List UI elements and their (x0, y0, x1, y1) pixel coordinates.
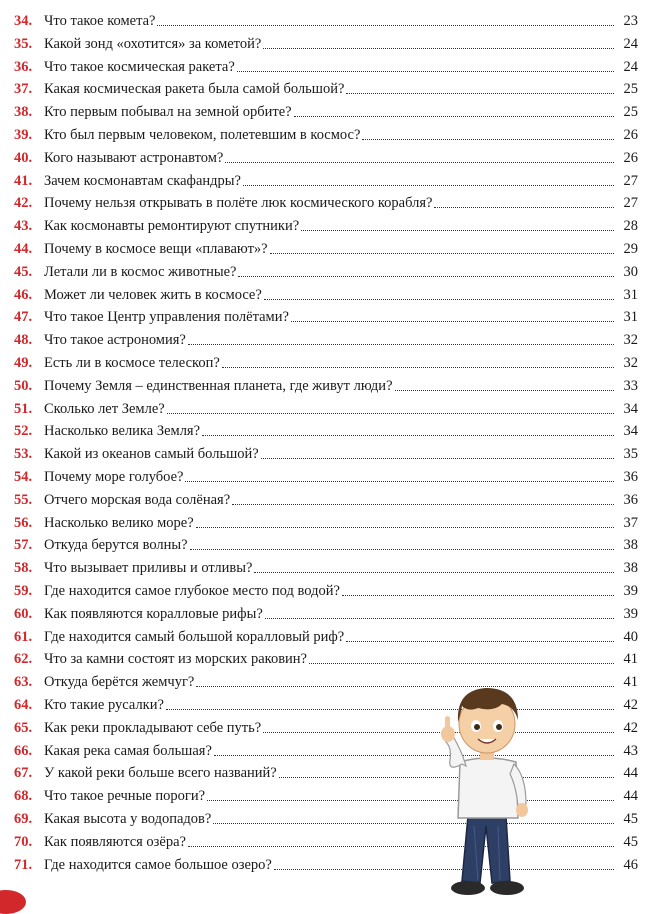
toc-entry (14, 168, 638, 190)
toc-entry (14, 373, 638, 395)
dot-leader (362, 139, 614, 140)
dot-leader (207, 800, 614, 801)
entry-number: 45. (14, 263, 33, 280)
entry-title: Что такое комета? (44, 13, 156, 29)
entry-title: Какая космическая ракета была самой большой? (44, 81, 345, 98)
entry-title: Что такое космическая ракета? (44, 58, 235, 75)
toc-entry (14, 396, 638, 418)
toc-entry (14, 464, 638, 486)
entry-number: 55. (14, 491, 33, 508)
entry-title: Где находится самое глубокое место под водой? (44, 583, 340, 599)
entry-page-number: 24 (623, 35, 638, 52)
entry-number: 41. (14, 172, 33, 189)
entry-number: 53. (14, 446, 33, 463)
entry-title: Отчего морская вода солёная? (44, 491, 231, 508)
entry-page-number: 32 (623, 355, 638, 371)
toc-entry (14, 601, 638, 623)
boy-illustration (428, 676, 546, 900)
entry-title: Почему нельзя открывать в полёте люк космического корабля? (44, 195, 433, 212)
entry-page-number: 46 (623, 856, 638, 873)
entry-page-number: 27 (623, 172, 638, 189)
entry-page-number: 38 (623, 560, 638, 577)
entry-number: 58. (14, 560, 33, 577)
entry-number: 56. (14, 514, 33, 531)
entry-page-number: 34 (623, 423, 638, 440)
toc-entry (14, 282, 638, 304)
entry-number: 60. (14, 605, 33, 622)
entry-title: Какая река самая большая? (44, 742, 212, 759)
entry-page-number: 43 (623, 742, 638, 759)
dot-leader (202, 435, 614, 436)
entry-page-number: 44 (623, 765, 638, 782)
dot-leader (270, 253, 614, 254)
entry-page-number: 32 (623, 332, 638, 349)
entry-number: 71. (14, 856, 33, 873)
entry-number: 38. (14, 104, 33, 121)
entry-page-number: 37 (623, 514, 638, 531)
toc-entry (14, 646, 638, 668)
entry-number: 37. (14, 81, 33, 98)
entry-title: Что вызывает приливы и отливы? (44, 560, 253, 577)
toc-entry (14, 236, 638, 258)
entry-title: Насколько велика Земля? (44, 423, 201, 440)
toc-entry (14, 487, 638, 509)
entry-title: Может ли человек жить в космосе? (44, 286, 262, 303)
entry-page-number: 45 (623, 833, 638, 850)
entry-title: Насколько велико море? (44, 514, 194, 531)
dot-leader (213, 823, 614, 824)
entry-page-number: 25 (623, 104, 638, 121)
dot-leader (264, 299, 614, 300)
entry-title: Летали ли в космос животные? (44, 263, 237, 280)
dot-leader (232, 504, 614, 505)
dot-leader (196, 527, 614, 528)
entry-number: 65. (14, 719, 33, 736)
entry-title: Зачем космонавтам скафандры? (44, 172, 241, 189)
toc-entry (14, 532, 638, 554)
dot-leader (434, 207, 614, 208)
dot-leader (254, 572, 614, 573)
dot-leader (346, 93, 614, 94)
entry-page-number: 39 (623, 583, 638, 599)
entry-title: Как появляются озёра? (44, 833, 186, 850)
dot-leader (157, 25, 614, 26)
entry-number: 51. (14, 400, 33, 417)
entry-number: 35. (14, 35, 33, 52)
entry-title: Сколько лет Земле? (44, 400, 165, 417)
dot-leader (309, 663, 614, 664)
entry-title: Какой из океанов самый большой? (44, 446, 259, 463)
entry-number: 68. (14, 788, 33, 805)
entry-number: 49. (14, 355, 33, 371)
entry-title: Где находится самое большое озеро? (44, 856, 272, 873)
dot-leader (237, 71, 614, 72)
entry-number: 61. (14, 628, 33, 645)
entry-number: 62. (14, 651, 33, 668)
entry-number: 44. (14, 241, 33, 257)
corner-decoration (0, 890, 26, 914)
entry-page-number: 36 (623, 491, 638, 508)
toc-entry (14, 350, 638, 372)
dot-leader (185, 481, 614, 482)
entry-page-number: 29 (623, 241, 638, 257)
dot-leader (346, 641, 614, 642)
dot-leader (188, 344, 614, 345)
toc-entry (14, 99, 638, 121)
entry-title: Есть ли в космосе телескоп? (44, 355, 220, 371)
toc-entry (14, 54, 638, 76)
dot-leader (395, 390, 614, 391)
entry-number: 50. (14, 377, 33, 394)
entry-number: 67. (14, 765, 33, 782)
entry-page-number: 31 (623, 309, 638, 326)
entry-title: Кого называют астронавтом? (44, 149, 224, 166)
dot-leader (291, 321, 614, 322)
toc-entry (14, 304, 638, 326)
dot-leader (243, 185, 614, 186)
entry-page-number: 34 (623, 400, 638, 417)
entry-page-number: 26 (623, 127, 638, 143)
entry-number: 63. (14, 674, 33, 691)
dot-leader (294, 116, 614, 117)
entry-title: Как появляются коралловые рифы? (44, 605, 263, 622)
toc-entry (14, 122, 638, 144)
dot-leader (188, 846, 614, 847)
entry-page-number: 35 (623, 446, 638, 463)
dot-leader (225, 162, 614, 163)
entry-title: Что такое Центр управления полётами? (44, 309, 289, 326)
toc-entry (14, 8, 638, 30)
entry-title: Кто первым побывал на земной орбите? (44, 104, 292, 121)
entry-page-number: 25 (623, 81, 638, 98)
entry-title: Как космонавты ремонтируют спутники? (44, 218, 300, 235)
dot-leader (190, 549, 614, 550)
entry-title: Что такое астрономия? (44, 332, 186, 349)
entry-page-number: 31 (623, 286, 638, 303)
entry-number: 70. (14, 833, 33, 850)
entry-number: 64. (14, 697, 33, 713)
entry-title: У какой реки больше всего названий? (44, 765, 277, 782)
entry-number: 39. (14, 127, 33, 143)
entry-page-number: 27 (623, 195, 638, 212)
entry-page-number: 36 (623, 469, 638, 485)
entry-title: Что такое речные пороги? (44, 788, 206, 805)
toc-entry (14, 76, 638, 98)
dot-leader (301, 230, 614, 231)
entry-page-number: 40 (623, 628, 638, 645)
toc-entry (14, 31, 638, 53)
entry-title: Какой зонд «охотится» за кометой? (44, 35, 262, 52)
entry-number: 47. (14, 309, 33, 326)
entry-number: 42. (14, 195, 33, 212)
dot-leader (214, 755, 614, 756)
entry-page-number: 41 (623, 651, 638, 668)
dot-leader (342, 595, 614, 596)
entry-number: 52. (14, 423, 33, 440)
entry-title: Что за камни состоят из морских раковин? (44, 651, 307, 668)
toc-entry (14, 441, 638, 463)
entry-page-number: 42 (623, 697, 638, 713)
entry-title: Почему море голубое? (44, 469, 184, 485)
entry-number: 43. (14, 218, 33, 235)
entry-page-number: 41 (623, 674, 638, 691)
entry-page-number: 44 (623, 788, 638, 805)
entry-number: 40. (14, 149, 33, 166)
entry-number: 57. (14, 537, 33, 554)
entry-number: 48. (14, 332, 33, 349)
entry-number: 59. (14, 583, 33, 599)
entry-title: Какая высота у водопадов? (44, 811, 212, 827)
entry-number: 34. (14, 13, 33, 29)
entry-page-number: 33 (623, 377, 638, 394)
entry-page-number: 45 (623, 811, 638, 827)
entry-page-number: 39 (623, 605, 638, 622)
toc-entry (14, 555, 638, 577)
entry-title: Как реки прокладывают себе путь? (44, 719, 262, 736)
toc-entry (14, 145, 638, 167)
entry-number: 66. (14, 742, 33, 759)
toc-entry (14, 510, 638, 532)
toc-entry (14, 259, 638, 281)
toc-entry (14, 213, 638, 235)
entry-title: Где находится самый большой коралловый риф? (44, 628, 345, 645)
dot-leader (265, 618, 614, 619)
entry-number: 46. (14, 286, 33, 303)
dot-leader (196, 686, 614, 687)
toc-entry (14, 190, 638, 212)
entry-number: 69. (14, 811, 33, 827)
toc-entry (14, 418, 638, 440)
entry-page-number: 24 (623, 58, 638, 75)
dot-leader (261, 458, 614, 459)
entry-title: Почему Земля – единственная планета, где живут люди? (44, 377, 393, 394)
dot-leader (222, 367, 614, 368)
entry-number: 36. (14, 58, 33, 75)
dot-leader (167, 413, 614, 414)
dot-leader (166, 709, 614, 710)
entry-title: Откуда берётся жемчуг? (44, 674, 195, 691)
entry-page-number: 42 (623, 719, 638, 736)
entry-title: Кто был первым человеком, полетевшим в космос? (44, 127, 361, 143)
dot-leader (263, 48, 614, 49)
entry-page-number: 28 (623, 218, 638, 235)
toc-entry (14, 327, 638, 349)
entry-title: Почему в космосе вещи «плавают»? (44, 241, 268, 257)
entry-page-number: 26 (623, 149, 638, 166)
entry-page-number: 30 (623, 263, 638, 280)
entry-title: Откуда берутся волны? (44, 537, 188, 554)
dot-leader (238, 276, 614, 277)
toc-entry (14, 624, 638, 646)
entry-number: 54. (14, 469, 33, 485)
entry-page-number: 23 (623, 13, 638, 29)
entry-title: Кто такие русалки? (44, 697, 164, 713)
entry-page-number: 38 (623, 537, 638, 554)
toc-entry (14, 578, 638, 600)
